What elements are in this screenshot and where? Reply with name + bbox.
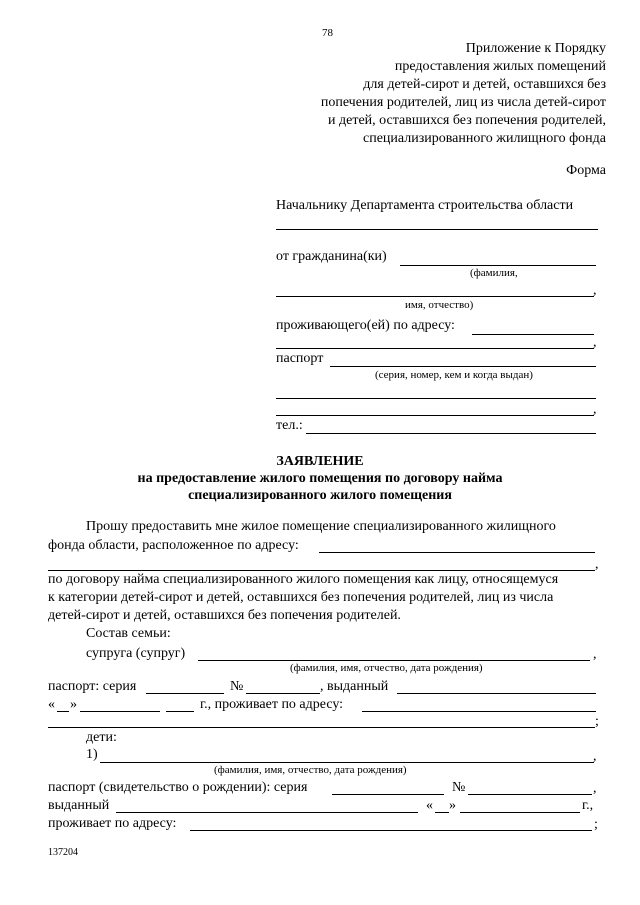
comma: , — [595, 557, 599, 572]
statement-title: ЗАЯВЛЕНИЕ — [276, 454, 364, 469]
statement-subtitle-2: специализированного жилого помещения — [188, 488, 452, 503]
comma: , — [593, 647, 597, 662]
year-address-label: г., проживает по адресу: — [200, 697, 344, 712]
body-p1-line2: фонда области, расположенное по адресу: — [48, 538, 299, 553]
residing-label: проживающего(ей) по адресу: — [276, 318, 455, 333]
spouse-line — [198, 660, 590, 661]
date-quote-open: « — [426, 798, 433, 813]
name-hint: имя, отчество) — [405, 299, 474, 311]
date-quote-open: « — [48, 697, 55, 712]
date-quote-close: » — [70, 697, 77, 712]
comma: , — [593, 781, 597, 796]
child-day-line — [435, 812, 449, 813]
child-year-line — [460, 812, 580, 813]
appendix-line-5: и детей, оставшихся без попечения родителей, — [328, 113, 606, 128]
semicolon: ; — [595, 714, 599, 729]
spouse-hint: (фамилия, имя, отчество, дата рождения) — [290, 662, 483, 674]
child-line — [100, 762, 594, 763]
page-number: 78 — [322, 27, 333, 39]
child-hint: (фамилия, имя, отчество, дата рождения) — [214, 764, 407, 776]
from-label: от гражданина(ки) — [276, 249, 387, 264]
child-address-line — [190, 830, 592, 831]
date-year-line — [166, 711, 194, 712]
address-line — [319, 552, 595, 553]
phone-line — [306, 433, 596, 434]
spouse-address-line-2 — [48, 727, 595, 728]
body-p2-line2: к категории детей-сирот и детей, оставшихся без попечения родителей, лиц из числа — [48, 590, 554, 605]
surname-hint: (фамилия, — [470, 267, 518, 279]
date-quote-close: » — [449, 798, 456, 813]
appendix-line-1: Приложение к Порядку — [465, 41, 606, 56]
address-line-2 — [48, 570, 595, 571]
number-sign: № — [452, 780, 466, 795]
spouse-label: супруга (супруг) — [86, 646, 186, 661]
comma: , — [593, 283, 597, 298]
child-number-line — [468, 794, 592, 795]
spouse-series-line — [146, 693, 224, 694]
spouse-address-line — [362, 711, 596, 712]
date-day-line — [57, 711, 69, 712]
child-address-label: проживает по адресу: — [48, 816, 177, 831]
appendix-line-3: для детей-сирот и детей, оставшихся без — [363, 77, 606, 92]
semicolon: ; — [594, 817, 598, 832]
addressee-line — [276, 229, 598, 230]
children-label: дети: — [86, 730, 117, 745]
child-doc-label: паспорт (свидетельство о рождении): серия — [48, 780, 308, 795]
appendix-line-4: попечения родителей, лиц из числа детей-сирот — [320, 95, 606, 110]
footer-code: 137204 — [48, 847, 78, 858]
comma: , — [593, 335, 597, 350]
body-p2-line1: по договору найма специализированного жилого помещения как лицу, относящемуся — [48, 572, 559, 587]
child-number: 1) — [86, 747, 98, 762]
spouse-issued-line — [397, 693, 596, 694]
comma: , — [593, 402, 597, 417]
issued-label: , выданный — [320, 679, 389, 694]
passport-hint: (серия, номер, кем и когда выдан) — [375, 369, 533, 381]
spouse-passport-label: паспорт: серия — [48, 679, 137, 694]
family-label: Состав семьи: — [86, 626, 171, 641]
passport-line-2 — [276, 398, 596, 399]
addressee-to: Начальнику Департамента строительства области — [276, 198, 574, 213]
appendix-line-6: специализированного жилищного фонда — [363, 131, 606, 146]
statement-subtitle-1: на предоставление жилого помещения по договору найма — [137, 471, 503, 486]
residing-line-2 — [276, 348, 594, 349]
body-p2-line3: детей-сирот и детей, оставшихся без попечения родителей. — [48, 608, 401, 623]
child-issued-label: выданный — [48, 798, 110, 813]
appendix-line-2: предоставления жилых помещений — [394, 59, 606, 74]
phone-label: тел.: — [276, 418, 303, 433]
number-sign: № — [230, 679, 244, 694]
child-year-label: г., — [582, 798, 594, 813]
date-month-line — [80, 711, 160, 712]
name-line — [276, 296, 594, 297]
residing-line — [472, 334, 594, 335]
passport-line — [330, 366, 596, 367]
passport-line-3 — [276, 415, 594, 416]
form-label: Форма — [566, 163, 606, 178]
child-issued-line — [116, 812, 418, 813]
comma: , — [593, 749, 597, 764]
spouse-number-line — [246, 693, 320, 694]
from-line — [400, 265, 596, 266]
body-p1-line1: Прошу предоставить мне жилое помещение специализированного жилищного — [86, 519, 556, 534]
child-series-line — [332, 794, 444, 795]
passport-label: паспорт — [276, 351, 324, 366]
